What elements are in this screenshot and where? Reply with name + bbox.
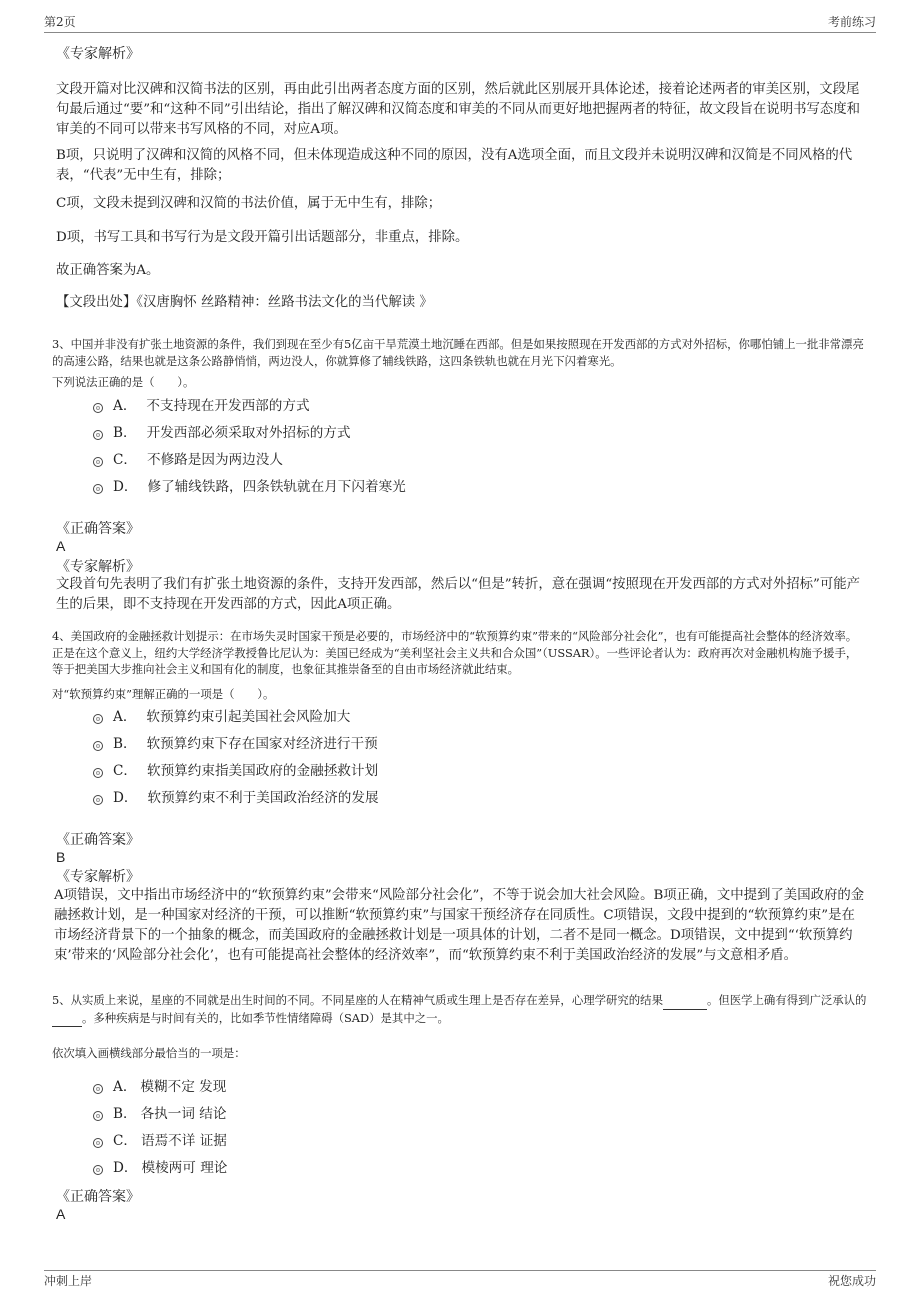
q2-analysis-label: 《专家解析》	[56, 46, 140, 62]
q2-source: 【文段出处】《汉唐胸怀 丝路精神：丝路书法文化的当代解读 》	[56, 295, 433, 310]
radio-icon[interactable]	[93, 795, 103, 805]
q5-stem: 5、从实质上来说，星座的不同就是出生时间的不同。不同星座的人在精神气质或生理上是否存在差异，心理学研究的结果 。但医学上确有得到广泛承认的。多种疾病是与时间有关的，比如季节性情绪障碍（SAD）是其中之一。	[52, 992, 867, 1027]
radio-icon[interactable]	[93, 484, 103, 494]
header-divider	[44, 32, 876, 33]
q4-option-a[interactable]: A． 软预算约束引起美国社会风险加大	[93, 707, 350, 727]
fill-blank-2[interactable]	[52, 1010, 82, 1028]
q3-analysis-label: 《专家解析》	[56, 559, 140, 575]
radio-icon[interactable]	[93, 1138, 103, 1148]
q2-analysis-paragraph: C项，文段未提到汉碑和汉简的书法价值，属于无中生有，排除；	[56, 196, 442, 211]
radio-icon[interactable]	[93, 768, 103, 778]
radio-icon[interactable]	[93, 1165, 103, 1175]
radio-icon[interactable]	[93, 430, 103, 440]
q3-answer: A	[56, 538, 66, 554]
q3-option-b[interactable]: B． 开发西部必须采取对外招标的方式	[93, 423, 351, 443]
q4-option-d[interactable]: D． 软预算约束不利于美国政治经济的发展	[93, 788, 379, 808]
q5-answer-label: 《正确答案》	[56, 1189, 140, 1205]
footer-left: 冲刺上岸	[44, 1274, 93, 1288]
q3-option-a[interactable]: A． 不支持现在开发西部的方式	[93, 396, 310, 416]
q4-prompt: 对“软预算约束”理解正确的一项是（ ）。	[52, 687, 275, 701]
q5-answer: A	[56, 1206, 66, 1222]
radio-icon[interactable]	[93, 1084, 103, 1094]
q5-option-c[interactable]: C． 语焉不详 证据	[93, 1131, 227, 1151]
q5-option-b[interactable]: B． 各执一词 结论	[93, 1104, 226, 1124]
q3-stem: 3、中国并非没有扩张土地资源的条件，我们到现在至少有5亿亩干旱荒漠土地沉睡在西部。但是如果按照现在开发西部的方式对外招标，你哪怕铺上一批非常漂亮的高速公路，结果也就是这条公路静悄悄，两边没人，你就算修了辅线铁路，这四条铁轨也就在月光下闪着寒光。	[52, 337, 864, 368]
q3-prompt: 下列说法正确的是（ ）。	[52, 375, 195, 389]
radio-icon[interactable]	[93, 714, 103, 724]
fill-blank-1[interactable]	[663, 992, 707, 1010]
radio-icon[interactable]	[93, 457, 103, 467]
q3-answer-label: 《正确答案》	[56, 521, 140, 537]
q3-option-c[interactable]: C． 不修路是因为两边没人	[93, 450, 283, 470]
q5-option-a[interactable]: A． 模糊不定 发现	[93, 1077, 226, 1097]
q4-answer: B	[56, 849, 66, 865]
q2-analysis-paragraph: D项，书写工具和书写行为是文段开篇引出话题部分，非重点，排除。	[56, 230, 469, 245]
radio-icon[interactable]	[93, 403, 103, 413]
q3-analysis: 文段首句先表明了我们有扩张土地资源的条件，支持开发西部，然后以“但是”转折，意在强调“按照现在开发西部的方式对外招标”可能产生的后果，即不支持现在开发西部的方式，因此A项正确。	[56, 577, 861, 612]
section-title: 考前练习	[827, 15, 876, 29]
q4-stem: 4、美国政府的金融拯救计划提示：在市场失灵时国家干预是必要的，市场经济中的“软预算约束”带来的“风险部分社会化”，也有可能提高社会整体的经济效率。正是在这个意义上，纽约大学经济学教授鲁比尼认为：美国已经成为“美利坚社会主义共和合众国”（USSAR）。一些评论者认为：政府再次对金融机构施予援手，等于把美国大步推向社会主义和国有化的制度，也象征其推崇备至的自由市场经济就此结束。	[52, 629, 858, 676]
q4-analysis: A项错误，文中指出市场经济中的“软预算约束”会带来“风险部分社会化”，不等于说会加大社会风险。B项正确，文中提到了美国政府的金融拯救计划，是一种国家对经济的干预，可以推断“软预算约束”与国家干预经济存在同质性。C项错误，文段中提到的“软预算约束”是在市场经济背景下的一个抽象的概念，而美国政府的金融拯救计划是一项具体的计划，二者不是同一概念。D项错误，文中提到“‘软预算约束’带来的‘风险部分社会化’，也有可能提高社会整体的经济效率”，而“软预算约束不利于美国政治经济的发展”与文意相矛盾。	[54, 888, 865, 963]
footer-divider	[44, 1270, 876, 1271]
q5-prompt: 依次填入画横线部分最恰当的一项是：	[52, 1046, 246, 1060]
radio-icon[interactable]	[93, 741, 103, 751]
q2-analysis-paragraph: B项，只说明了汉碑和汉简的风格不同，但未体现造成这种不同的原因，没有A选项全面，而且文段并未说明汉碑和汉简是不同风格的代表，“代表”无中生有，排除；	[56, 148, 853, 183]
q2-analysis-paragraph: 故正确答案为A。	[56, 263, 160, 278]
q5-option-d[interactable]: D． 模棱两可 理论	[93, 1158, 227, 1178]
page-number: 第2页	[44, 15, 76, 29]
radio-icon[interactable]	[93, 1111, 103, 1121]
q4-analysis-label: 《专家解析》	[56, 869, 140, 885]
q4-option-c[interactable]: C． 软预算约束指美国政府的金融拯救计划	[93, 761, 378, 781]
q2-analysis-paragraph: 文段开篇对比汉碑和汉简书法的区别，再由此引出两者态度方面的区别，然后就此区别展开具体论述，接着论述两者的审美区别，文段尾句最后通过“要”和“这种不同”引出结论，指出了解汉碑和汉简态度和审美的不同从而更好地把握两者的特征，故文段旨在说明书写态度和审美的不同可以带来书写风格的不同，对应A项。	[56, 82, 861, 137]
footer-right: 祝您成功	[827, 1274, 876, 1288]
q4-option-b[interactable]: B． 软预算约束下存在国家对经济进行干预	[93, 734, 378, 754]
q3-option-d[interactable]: D． 修了辅线铁路，四条铁轨就在月下闪着寒光	[93, 477, 406, 497]
q4-answer-label: 《正确答案》	[56, 832, 140, 848]
